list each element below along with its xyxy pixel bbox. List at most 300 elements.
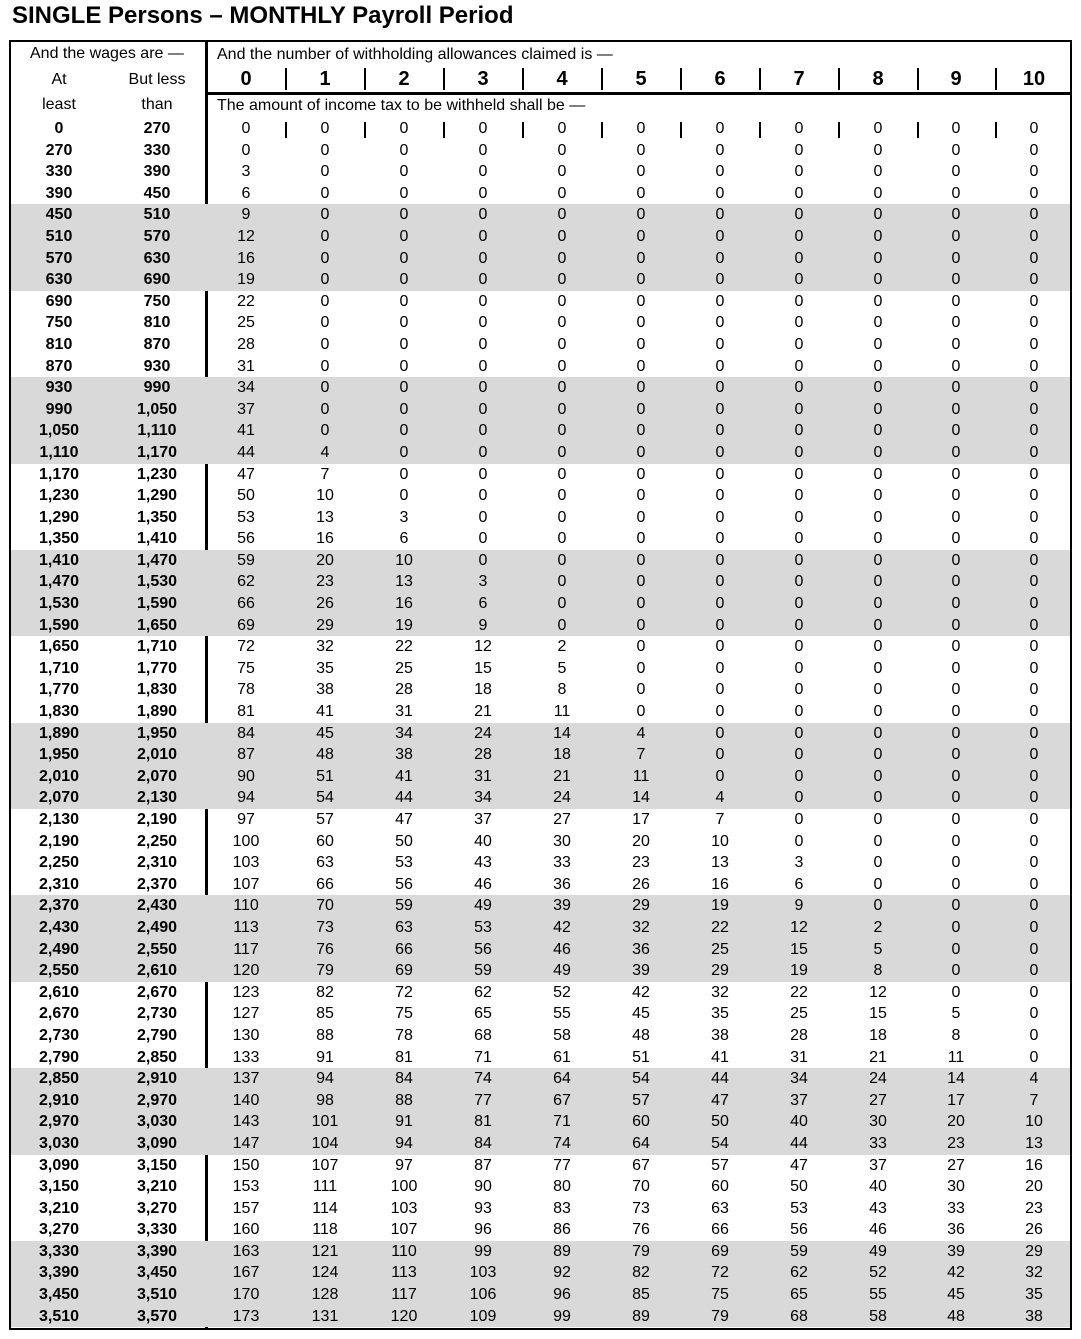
wage-but-less-cell: 2,550: [136, 940, 178, 958]
tax-amount-cell: 0: [873, 854, 883, 872]
body-column-tick: [285, 122, 287, 138]
tax-amount-cell: 86: [553, 1221, 571, 1239]
tax-amount-cell: 0: [320, 141, 330, 159]
wage-at-least-cell: 3,330: [38, 1242, 80, 1260]
tax-amount-cell: 4: [1029, 1070, 1039, 1088]
tax-amount-cell: 38: [1025, 1307, 1043, 1325]
tax-amount-cell: 173: [232, 1307, 260, 1325]
tax-amount-cell: 0: [1029, 897, 1039, 915]
tax-amount-cell: 0: [794, 530, 804, 548]
tax-amount-cell: 74: [553, 1134, 571, 1152]
tax-amount-cell: 0: [478, 379, 488, 397]
tax-amount-cell: 0: [794, 703, 804, 721]
tax-amount-cell: 0: [951, 875, 961, 893]
tax-amount-cell: 82: [316, 983, 334, 1001]
tax-amount-cell: 45: [316, 724, 334, 742]
tax-amount-cell: 0: [951, 443, 961, 461]
tax-amount-cell: 48: [632, 1026, 650, 1044]
tax-amount-cell: 33: [869, 1134, 887, 1152]
tax-amount-cell: 0: [794, 120, 804, 137]
tax-amount-cell: 23: [632, 854, 650, 872]
header-column-separator: [838, 68, 840, 90]
tax-amount-cell: 66: [316, 875, 334, 893]
body-column-tick: [680, 122, 682, 138]
tax-amount-cell: 160: [232, 1221, 260, 1239]
tax-amount-cell: 16: [395, 595, 413, 613]
tax-amount-cell: 0: [794, 184, 804, 202]
wage-at-least-cell: 2,490: [38, 940, 80, 958]
tax-amount-cell: 140: [232, 1091, 260, 1109]
tax-amount-cell: 0: [794, 357, 804, 375]
wage-at-least-cell: 2,010: [38, 767, 80, 785]
tax-amount-cell: 29: [316, 616, 334, 634]
wage-at-least-cell: 2,910: [38, 1091, 80, 1109]
tax-amount-cell: 0: [636, 249, 646, 267]
tax-amount-cell: 0: [1029, 249, 1039, 267]
tax-amount-cell: 0: [951, 141, 961, 159]
tax-amount-cell: 0: [873, 422, 883, 440]
tax-amount-cell: 84: [474, 1134, 492, 1152]
wage-but-less-cell: 1,950: [136, 724, 178, 742]
tax-amount-cell: 76: [632, 1221, 650, 1239]
tax-amount-cell: 83: [553, 1199, 571, 1217]
tax-amount-cell: 0: [399, 271, 409, 289]
tax-amount-cell: 0: [1029, 962, 1039, 980]
tax-amount-cell: 6: [794, 875, 804, 893]
tax-amount-cell: 0: [715, 120, 725, 137]
wage-but-less-cell: 2,790: [136, 1026, 178, 1044]
tax-amount-cell: 50: [790, 1178, 808, 1196]
tax-amount-cell: 79: [316, 962, 334, 980]
tax-amount-cell: 66: [237, 595, 255, 613]
tax-amount-cell: 0: [1029, 1048, 1039, 1066]
tax-amount-cell: 16: [1025, 1156, 1043, 1174]
tax-amount-cell: 0: [399, 141, 409, 159]
tax-amount-cell: 0: [951, 659, 961, 677]
tax-amount-cell: 27: [553, 811, 571, 828]
tax-amount-cell: 0: [873, 508, 883, 526]
tax-amount-cell: 0: [1029, 1005, 1039, 1023]
tax-amount-cell: 0: [557, 292, 567, 310]
tax-amount-cell: 41: [395, 767, 413, 785]
tax-amount-cell: 84: [395, 1070, 413, 1088]
tax-amount-cell: 0: [715, 400, 725, 418]
tax-amount-cell: 0: [794, 573, 804, 591]
wage-but-less-cell: 1,650: [136, 616, 178, 634]
tax-amount-cell: 8: [951, 1026, 961, 1044]
tax-amount-cell: 0: [873, 746, 883, 764]
tax-amount-cell: 0: [557, 487, 567, 505]
allowance-column-header: 6: [714, 68, 726, 90]
tax-amount-cell: 0: [715, 422, 725, 440]
tax-amount-cell: 0: [715, 767, 725, 785]
tax-amount-cell: 38: [395, 746, 413, 764]
tax-amount-cell: 0: [636, 616, 646, 634]
header-column-separator: [443, 68, 445, 90]
tax-amount-cell: 0: [557, 422, 567, 440]
tax-amount-cell: 0: [715, 314, 725, 332]
tax-amount-cell: 0: [873, 875, 883, 893]
table-row: [11, 356, 1070, 378]
wage-but-less-cell: 3,210: [136, 1178, 178, 1196]
tax-amount-cell: 49: [553, 962, 571, 980]
tax-amount-cell: 53: [790, 1199, 808, 1217]
tax-amount-cell: 0: [636, 163, 646, 181]
allowances-label: And the number of withholding allowances claimed is —: [217, 46, 613, 63]
body-column-tick: [917, 122, 919, 138]
tax-amount-cell: 0: [557, 163, 567, 181]
tax-amount-cell: 0: [715, 616, 725, 634]
tax-amount-cell: 21: [474, 703, 492, 721]
tax-amount-cell: 64: [632, 1134, 650, 1152]
tax-amount-cell: 0: [320, 335, 330, 353]
tax-amount-cell: 51: [316, 767, 334, 785]
tax-amount-cell: 23: [1025, 1199, 1043, 1217]
tax-amount-cell: 3: [399, 508, 409, 526]
wage-at-least-cell: 1,590: [38, 616, 80, 634]
tax-amount-cell: 0: [794, 314, 804, 332]
tax-amount-cell: 22: [395, 638, 413, 656]
tax-amount-cell: 0: [794, 400, 804, 418]
tax-amount-cell: 44: [395, 789, 413, 807]
tax-amount-cell: 3: [794, 854, 804, 872]
tax-amount-cell: 98: [316, 1091, 334, 1109]
tax-amount-cell: 94: [237, 789, 255, 807]
wage-but-less-cell: 1,590: [136, 595, 178, 613]
tax-amount-cell: 0: [636, 314, 646, 332]
tax-amount-cell: 133: [232, 1048, 260, 1066]
tax-amount-cell: 41: [711, 1048, 729, 1066]
tax-amount-cell: 104: [311, 1134, 339, 1152]
tax-amount-cell: 78: [395, 1026, 413, 1044]
table-row: [11, 1155, 1070, 1177]
table-row: [11, 377, 1070, 399]
tax-amount-cell: 0: [557, 465, 567, 483]
tax-amount-cell: 50: [395, 832, 413, 850]
wage-at-least-cell: 2,790: [38, 1048, 80, 1066]
tax-amount-cell: 0: [557, 271, 567, 289]
wage-at-least-cell: 1,470: [38, 573, 80, 591]
tax-amount-cell: 157: [232, 1199, 260, 1217]
tax-amount-cell: 0: [1029, 163, 1039, 181]
tax-amount-cell: 0: [951, 767, 961, 785]
tax-amount-cell: 44: [790, 1134, 808, 1152]
tax-amount-cell: 81: [237, 703, 255, 721]
tax-amount-cell: 68: [790, 1307, 808, 1325]
tax-amount-cell: 65: [790, 1286, 808, 1304]
wage-at-least-cell: 810: [45, 335, 73, 353]
tax-amount-cell: 100: [390, 1178, 418, 1196]
tax-amount-cell: 117: [233, 940, 259, 958]
wage-at-least-cell: 1,950: [38, 746, 80, 764]
tax-amount-cell: 0: [399, 335, 409, 353]
body-column-tick: [759, 122, 761, 138]
tax-amount-cell: 71: [474, 1048, 492, 1066]
tax-amount-cell: 10: [316, 487, 334, 505]
tax-amount-cell: 0: [478, 530, 488, 548]
wage-but-less-cell: 870: [143, 335, 171, 353]
tax-amount-cell: 0: [794, 227, 804, 245]
tax-amount-cell: 0: [1029, 1026, 1039, 1044]
tax-amount-cell: 107: [311, 1156, 339, 1174]
wage-but-less-cell: 1,890: [136, 703, 178, 721]
tax-amount-cell: 0: [873, 400, 883, 418]
tax-amount-cell: 0: [1029, 227, 1039, 245]
tax-amount-cell: 20: [947, 1113, 965, 1131]
wage-but-less-cell: 1,290: [136, 487, 178, 505]
tax-amount-cell: 70: [316, 897, 334, 915]
tax-amount-cell: 0: [715, 141, 725, 159]
tax-amount-cell: 0: [794, 422, 804, 440]
tax-amount-cell: 0: [1029, 335, 1039, 353]
tax-amount-cell: 0: [478, 335, 488, 353]
wage-but-less-cell: 810: [143, 314, 171, 332]
tax-amount-cell: 99: [553, 1307, 571, 1325]
tax-amount-cell: 53: [395, 854, 413, 872]
tax-amount-cell: 121: [311, 1242, 339, 1260]
tax-amount-cell: 45: [632, 1005, 650, 1023]
tax-amount-cell: 45: [947, 1286, 965, 1304]
tax-amount-cell: 0: [636, 141, 646, 159]
tax-amount-cell: 0: [951, 163, 961, 181]
tax-amount-cell: 39: [947, 1242, 965, 1260]
table-row: [11, 658, 1070, 680]
tax-amount-cell: 0: [1029, 616, 1039, 634]
tax-amount-cell: 0: [715, 681, 725, 699]
tax-amount-cell: 150: [232, 1156, 260, 1174]
tax-amount-cell: 28: [474, 746, 492, 764]
tax-amount-cell: 0: [557, 400, 567, 418]
tax-amount-cell: 0: [715, 292, 725, 310]
wage-at-least-cell: 3,030: [38, 1134, 80, 1152]
tax-amount-cell: 0: [557, 443, 567, 461]
header-column-separator: [364, 68, 366, 90]
allowance-column-header: 1: [319, 68, 331, 90]
table-row: [11, 787, 1070, 809]
tax-amount-cell: 40: [790, 1113, 808, 1131]
tax-amount-cell: 2: [557, 638, 567, 656]
wage-at-least-cell: 2,190: [38, 832, 80, 850]
tax-amount-cell: 0: [557, 249, 567, 267]
tax-amount-cell: 11: [632, 767, 650, 785]
tax-amount-cell: 14: [553, 724, 571, 742]
tax-amount-cell: 87: [474, 1156, 492, 1174]
tax-amount-cell: 0: [951, 422, 961, 440]
tax-amount-cell: 49: [474, 897, 492, 915]
tax-amount-cell: 4: [715, 789, 725, 807]
tax-amount-cell: 91: [316, 1048, 334, 1066]
tax-amount-cell: 153: [232, 1178, 260, 1196]
tax-amount-cell: 0: [873, 249, 883, 267]
table-row: [11, 1003, 1070, 1025]
tax-amount-cell: 0: [320, 292, 330, 310]
tax-amount-cell: 0: [399, 465, 409, 483]
tax-amount-cell: 0: [873, 767, 883, 785]
tax-amount-cell: 0: [478, 271, 488, 289]
wage-but-less-cell: 3,570: [136, 1307, 178, 1325]
tax-amount-cell: 0: [478, 487, 488, 505]
tax-amount-cell: 30: [869, 1113, 887, 1131]
tax-amount-cell: 0: [873, 832, 883, 850]
tax-amount-cell: 0: [1029, 422, 1039, 440]
allowance-column-header: 9: [950, 68, 962, 90]
tax-amount-cell: 2: [873, 918, 883, 936]
table-row: [11, 593, 1070, 615]
tax-amount-cell: 52: [553, 983, 571, 1001]
tax-amount-cell: 38: [316, 681, 334, 699]
wage-but-less-cell: 3,150: [136, 1156, 178, 1174]
tax-amount-cell: 0: [715, 184, 725, 202]
wage-at-least-cell: 750: [45, 314, 73, 332]
wage-at-least-cell: 870: [45, 357, 73, 375]
table-row: [11, 636, 1070, 658]
tax-amount-cell: 114: [312, 1199, 338, 1217]
tax-amount-cell: 51: [632, 1048, 650, 1066]
tax-amount-cell: 0: [951, 573, 961, 591]
tax-amount-cell: 22: [237, 292, 255, 310]
tax-amount-cell: 0: [478, 508, 488, 526]
table-row: [11, 701, 1070, 723]
tax-amount-cell: 0: [478, 551, 488, 569]
tax-amount-cell: 0: [794, 249, 804, 267]
tax-amount-cell: 67: [632, 1156, 650, 1174]
tax-amount-cell: 69: [395, 962, 413, 980]
table-row: [11, 1111, 1070, 1133]
tax-amount-cell: 31: [474, 767, 492, 785]
tax-amount-cell: 65: [474, 1005, 492, 1023]
wage-at-least-cell: 1,170: [38, 465, 80, 483]
header-column-separator: [680, 68, 682, 90]
tax-amount-cell: 15: [474, 659, 492, 677]
body-column-tick: [995, 122, 997, 138]
tax-amount-cell: 27: [869, 1091, 887, 1109]
tax-amount-cell: 21: [869, 1048, 887, 1066]
tax-amount-cell: 0: [636, 271, 646, 289]
tax-amount-cell: 0: [951, 940, 961, 958]
tax-amount-cell: 0: [557, 206, 567, 224]
tax-amount-cell: 0: [1029, 875, 1039, 893]
tax-amount-cell: 94: [395, 1134, 413, 1152]
tax-amount-cell: 36: [553, 875, 571, 893]
tax-amount-cell: 72: [711, 1264, 729, 1282]
tax-amount-cell: 0: [478, 465, 488, 483]
tax-amount-cell: 0: [399, 379, 409, 397]
header-column-separator: [917, 68, 919, 90]
tax-amount-cell: 49: [869, 1242, 887, 1260]
tax-amount-cell: 0: [320, 163, 330, 181]
tax-amount-cell: 0: [320, 227, 330, 245]
tax-amount-cell: 0: [636, 508, 646, 526]
wage-but-less-cell: 1,170: [136, 443, 178, 461]
tax-amount-cell: 23: [947, 1134, 965, 1152]
tax-amount-cell: 0: [320, 314, 330, 332]
tax-amount-cell: 60: [711, 1178, 729, 1196]
tax-amount-cell: 3: [241, 163, 251, 181]
tax-amount-cell: 0: [557, 120, 567, 137]
tax-amount-cell: 0: [557, 314, 567, 332]
tax-amount-cell: 0: [951, 724, 961, 742]
table-row: [11, 528, 1070, 550]
tax-amount-cell: 4: [636, 724, 646, 742]
tax-amount-cell: 48: [947, 1307, 965, 1325]
tax-amount-cell: 34: [474, 789, 492, 807]
tax-amount-cell: 0: [873, 292, 883, 310]
tax-amount-cell: 96: [553, 1286, 571, 1304]
tax-amount-cell: 0: [794, 811, 804, 828]
tax-amount-cell: 103: [469, 1264, 497, 1282]
tax-amount-cell: 6: [399, 530, 409, 548]
tax-amount-cell: 0: [715, 163, 725, 181]
tax-amount-cell: 0: [1029, 184, 1039, 202]
tax-amount-cell: 0: [873, 487, 883, 505]
tax-amount-cell: 36: [632, 940, 650, 958]
tax-amount-cell: 0: [873, 616, 883, 634]
table-row: [11, 831, 1070, 853]
tax-amount-cell: 22: [711, 918, 729, 936]
tax-amount-cell: 0: [557, 357, 567, 375]
tax-amount-cell: 32: [1025, 1264, 1043, 1282]
table-body: [11, 118, 1070, 1327]
tax-amount-cell: 0: [794, 638, 804, 656]
wage-but-less-cell: 2,070: [136, 767, 178, 785]
wage-but-less-cell: 1,110: [137, 422, 177, 440]
tax-amount-cell: 53: [474, 918, 492, 936]
tax-amount-cell: 117: [391, 1286, 417, 1304]
tax-amount-cell: 0: [636, 530, 646, 548]
tax-amount-cell: 42: [947, 1264, 965, 1282]
tax-amount-cell: 0: [951, 530, 961, 548]
wage-at-least-cell: 2,070: [38, 789, 80, 807]
tax-amount-cell: 0: [399, 184, 409, 202]
tax-amount-cell: 99: [474, 1242, 492, 1260]
tax-amount-cell: 100: [232, 832, 260, 850]
tax-amount-cell: 17: [632, 811, 650, 828]
tax-amount-cell: 110: [391, 1242, 417, 1260]
tax-amount-cell: 66: [711, 1221, 729, 1239]
tax-amount-cell: 63: [316, 854, 334, 872]
wage-but-less-cell: 330: [143, 141, 171, 159]
wage-at-least-cell: 630: [45, 271, 73, 289]
tax-amount-cell: 16: [711, 875, 729, 893]
tax-amount-cell: 80: [553, 1178, 571, 1196]
tax-amount-cell: 28: [790, 1026, 808, 1044]
tax-amount-cell: 109: [469, 1307, 497, 1325]
tax-amount-cell: 0: [636, 184, 646, 202]
tax-amount-cell: 0: [715, 465, 725, 483]
tax-amount-cell: 47: [395, 811, 413, 828]
wage-but-less-cell: 3,030: [136, 1113, 178, 1131]
tax-amount-cell: 40: [869, 1178, 887, 1196]
table-row: [11, 571, 1070, 593]
tax-amount-cell: 69: [711, 1242, 729, 1260]
tax-amount-cell: 6: [478, 595, 488, 613]
wage-but-less-cell: 1,530: [136, 573, 178, 591]
tax-amount-cell: 34: [237, 379, 255, 397]
tax-amount-cell: 32: [711, 983, 729, 1001]
tax-amount-cell: 54: [316, 789, 334, 807]
tax-amount-cell: 0: [873, 595, 883, 613]
tax-amount-cell: 0: [794, 271, 804, 289]
tax-amount-cell: 12: [869, 983, 887, 1001]
tax-amount-cell: 37: [474, 811, 492, 828]
tax-amount-cell: 0: [557, 227, 567, 245]
tax-amount-cell: 0: [1029, 530, 1039, 548]
tax-amount-cell: 120: [390, 1307, 418, 1325]
wage-at-least-cell: 930: [45, 379, 73, 397]
tax-amount-cell: 107: [232, 875, 260, 893]
table-row: [11, 442, 1070, 464]
tax-amount-cell: 0: [873, 681, 883, 699]
